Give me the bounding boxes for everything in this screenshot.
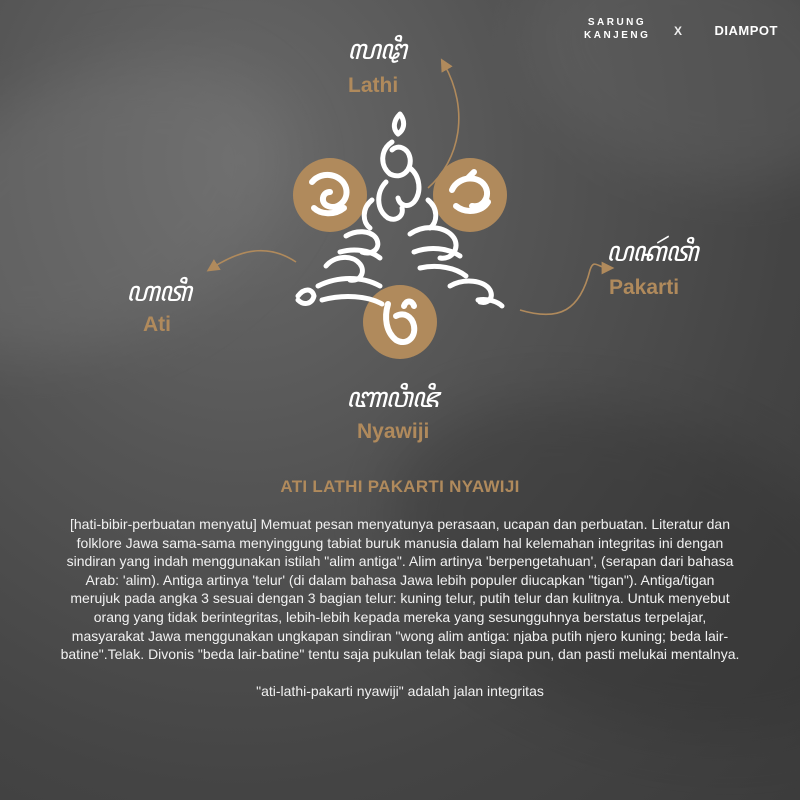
ati-label: Ati xyxy=(143,313,171,336)
pakarti-javanese-script: ꦥꦏꦂꦠꦶ xyxy=(606,235,698,268)
emblem-circle-right xyxy=(433,158,507,232)
pakarti-label: Pakarti xyxy=(609,276,680,299)
nyawiji-label: Nyawiji xyxy=(357,420,430,443)
article-title: ATI LATHI PAKARTI NYAWIJI xyxy=(280,477,520,496)
collab-separator: X xyxy=(673,24,682,38)
lathi-label: Lathi xyxy=(348,74,399,97)
sarung-kanjeng-logo: SARUNG KANJENG xyxy=(584,17,651,41)
lathi-javanese-script: ꦭꦛꦶ xyxy=(347,33,406,66)
article-paragraph: [hati-bibir-perbuatan menyatu] Memuat pesan menyatunya perasaan, ucapan dan perbuatan. Literatur dan folklore Jawa sama-sama menyinggung tabiat buruk manusia dalam hal kelemahan integritas ini dengan sindiran yang indah menggunakan istilah "alim antiga". Alim artinya 'berpengetahuan', (serapan dari bahasa Arab: 'alim). Antiga artinya 'telur' (di dalam bahasa Jawa lebih populer diucapkan "tigan"). Antiga/tigan merujuk pada angka 3 sesuai dengan 3 bagian telur: kuning telur, putih telur dan kulitnya. Untuk menyebut orang yang tidak berintegritas, lebih-lebih kepada mereka yang sesungguhnya berstatus terpelajar, masyarakat Jawa menggunakan ungkapan sindiran "wong alim antiga: njaba putih njero kuning; beda lair-batine".Telak. Divonis "beda lair-batine" tentu saja pukulan telak bagi siapa pun, dan pasti melukai mentalnya. xyxy=(60,516,740,663)
arrow-to-pakarti xyxy=(520,264,608,314)
nyawiji-javanese-script: ꦚꦮꦶꦗꦶ xyxy=(346,381,439,414)
emblem-circle-bottom xyxy=(363,285,437,359)
emblem-circle-left xyxy=(293,158,367,232)
article-closing: "ati-lathi-pakarti nyawiji" adalah jalan integritas xyxy=(256,682,544,699)
article-body xyxy=(60,515,740,700)
arrow-to-ati xyxy=(212,251,296,268)
diampot-logo: DIAMPOT xyxy=(714,23,778,38)
ati-javanese-script: ꦲꦠꦶ xyxy=(126,275,191,308)
